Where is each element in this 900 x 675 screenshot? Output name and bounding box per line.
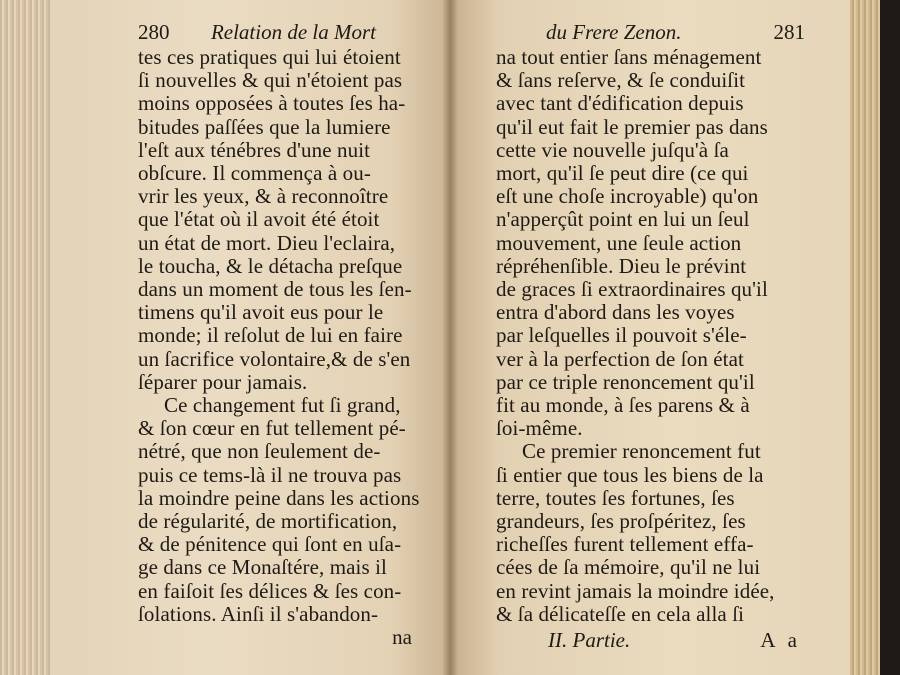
text-line: tes ces pratiques qui lui étoient <box>138 45 401 69</box>
text-line: obſcure. Il commença à ou- <box>138 161 371 186</box>
right-page-body <box>496 46 805 626</box>
right-page-header <box>496 18 805 46</box>
text-line: bitudes paſſées que la lumiere <box>138 114 391 139</box>
left-page <box>50 0 450 675</box>
text-line: eſt une choſe incroyable) qu'on <box>496 184 759 209</box>
catchword: na <box>392 625 412 650</box>
right-running-head: du Frere Zenon. <box>546 20 682 44</box>
text-line: la moindre peine dans les actions <box>138 485 420 510</box>
text-line: entra d'abord dans les voyes <box>496 300 735 325</box>
text-line: mort, qu'il ſe peut dire (ce qui <box>496 161 749 186</box>
text-line: ſolations. Ainſi il s'abandon- <box>138 601 379 626</box>
text-line: mouvement, une ſeule action <box>496 230 742 255</box>
text-line: par ce triple renoncement qu'il <box>496 369 755 394</box>
text-line: na tout entier ſans ménagement <box>496 45 762 69</box>
text-line: cette vie nouvelle juſqu'à ſa <box>496 137 729 162</box>
left-page-number: 280 <box>138 20 170 44</box>
text-line: ver à la perfection de ſon état <box>496 346 744 371</box>
text-line: grandeurs, ſes proſpéritez, ſes <box>496 509 746 534</box>
text-line: nétré, que non ſeulement de- <box>138 439 381 464</box>
text-line: avec tant d'édification depuis <box>496 91 744 116</box>
text-line: qu'il eut fait le premier pas dans <box>496 114 768 139</box>
text-line: l'eſt aux ténébres d'une nuit <box>138 137 371 162</box>
text-line: richeſſes furent tellement effa- <box>496 532 754 557</box>
page-edges-right <box>850 0 880 675</box>
text-line: monde; il reſolut de lui en faire <box>138 323 403 348</box>
right-page <box>450 0 855 675</box>
text-line: que l'état où il avoit été étoit <box>138 207 380 232</box>
left-page-body <box>138 45 420 626</box>
text-line: & ſans reſerve, & ſe conduiſit <box>496 68 746 93</box>
book-cover-edge <box>880 0 900 675</box>
text-line: n'apperçût point en lui un ſeul <box>496 207 750 232</box>
text-line: de régularité, de mortification, <box>138 509 398 534</box>
text-line: & ſon cœur en fut tellement pé- <box>138 416 406 441</box>
text-line: un état de mort. Dieu l'eclaira, <box>138 230 396 255</box>
right-page-number: 281 <box>773 20 805 44</box>
text-line: en faiſoit ſes délices & ſes con- <box>138 578 402 603</box>
text-line: & ſa délicateſſe en cela alla ſi <box>496 601 745 626</box>
text-line: par leſquelles il pouvoit s'éle- <box>496 323 747 348</box>
text-line: ſéparer pour jamais. <box>138 369 308 394</box>
text-line: de graces ſi extraordinaires qu'il <box>496 277 768 302</box>
text-line: le toucha, & le détacha preſque <box>138 253 403 278</box>
text-line: & de pénitence qui ſont en uſa- <box>138 532 402 557</box>
left-page-header <box>138 18 416 46</box>
paragraph-start-line: Ce premier renoncement fut <box>522 439 761 464</box>
text-line: ſi nouvelles & qui n'étoient pas <box>138 68 403 93</box>
left-running-head: Relation de la Mort <box>210 20 376 44</box>
text-line: un ſacrifice volontaire,& de s'en <box>138 346 411 371</box>
text-line: puis ce tems-là il ne trouva pas <box>138 462 402 487</box>
text-line: répréhenſible. Dieu le prévint <box>496 253 747 278</box>
text-line: fit au monde, à ſes parens & à <box>496 393 750 418</box>
signature-label: II. Partie. <box>548 628 631 653</box>
text-line: ſi entier que tous les biens de la <box>496 462 764 487</box>
right-page-footer <box>496 628 805 652</box>
text-line: moins opposées à toutes ſes ha- <box>138 91 406 116</box>
text-line: en revint jamais la moindre idée, <box>496 578 775 603</box>
signature-mark: A a <box>760 628 801 653</box>
text-line: cées de ſa mémoire, qu'il ne lui <box>496 555 761 580</box>
text-line: terre, toutes ſes fortunes, ſes <box>496 485 735 510</box>
text-line: vrir les yeux, & à reconnoître <box>138 184 389 209</box>
paragraph-start-line: Ce changement fut ſi grand, <box>164 393 401 418</box>
book-gutter <box>442 0 458 675</box>
text-line: ge dans ce Monaſtére, mais il <box>138 555 387 580</box>
text-line: timens qu'il avoit eus pour le <box>138 300 384 325</box>
text-line: dans un moment de tous les ſen- <box>138 277 412 302</box>
text-line: ſoi-même. <box>496 416 583 441</box>
